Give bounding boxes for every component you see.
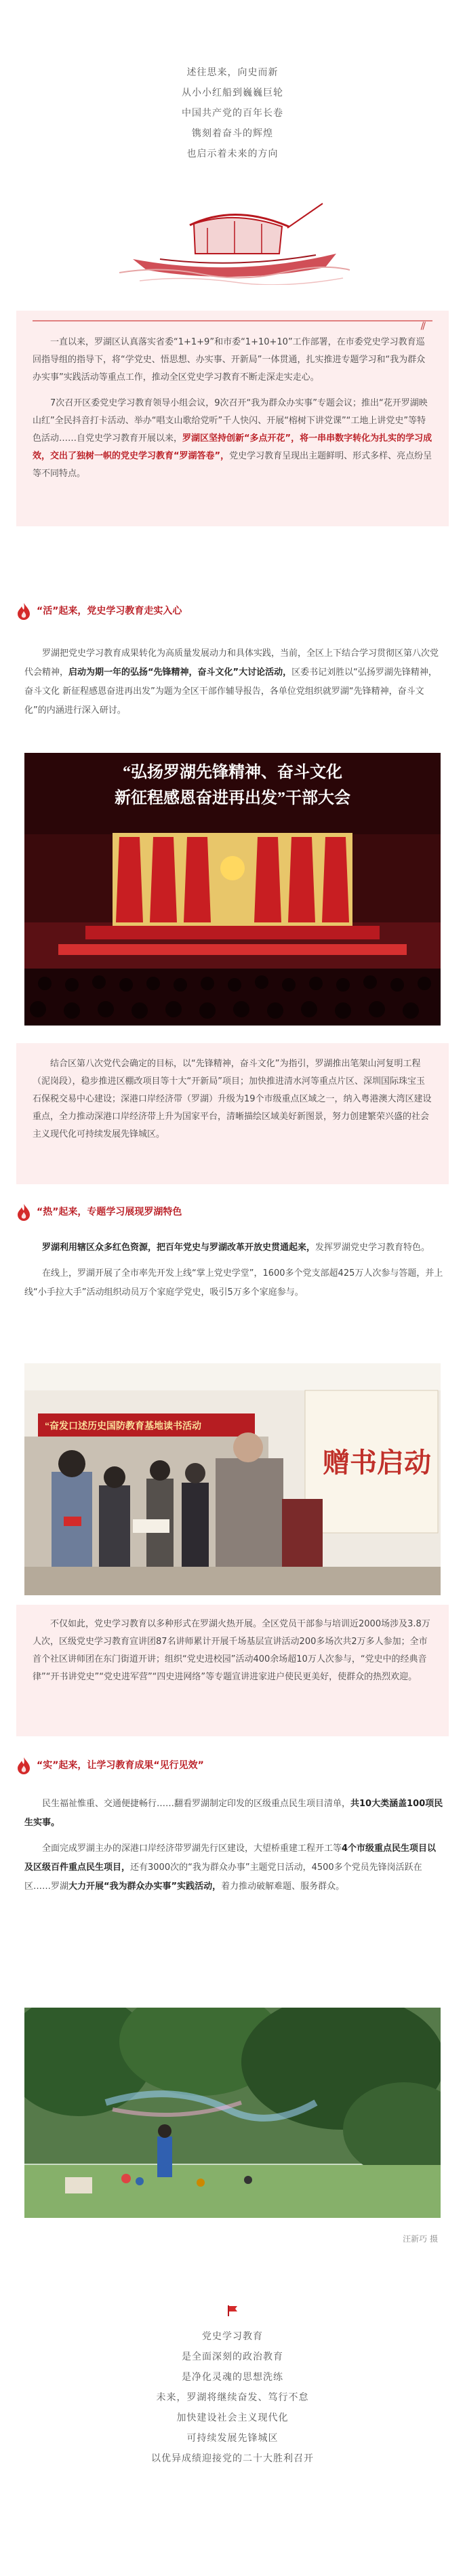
paragraph-highlight: 启动为期一年的弘扬“先锋精神，奋斗文化”大讨论活动， [68, 667, 292, 678]
section-title: “活”起来，党史学习教育走实入心 [37, 606, 182, 617]
paragraph-text: 发挥罗湖党史学习教育特色。 [315, 1243, 430, 1253]
poem-line: 中国共产党的百年长卷 [182, 108, 283, 119]
photo-credit: 汪新巧 摄 [403, 2234, 438, 2244]
intro-paragraph: 一直以来，罗湖区认真落实省委“1+1+9”和市委“1+10+10”工作部署，在市委党史学习教育巡回指导组的指导下，将“学党史、悟思想、办实事、开新局”一体贯通，扎实推进专题学习和“我为群众办实事”实践活动等重点工作，推动全区党史学习教育不断走深走实走心。 [33, 337, 426, 383]
section2-paragraph [24, 1238, 445, 1257]
decorative-rule [33, 320, 432, 321]
conference-hall-photo [24, 753, 441, 1026]
intro-box [16, 311, 449, 526]
section2-intro-text [24, 1238, 445, 1309]
closing-poem [0, 2326, 465, 2469]
paragraph-text-tail: 区委书记刘胜以“弘扬罗湖先锋精神，奋斗文化 新征程感恩奋进再出发”为题为全区干部作辅导报告，各单位党组织就罗湖“先锋精神，奋斗文化”的内涵进行深入研讨。 [24, 667, 437, 716]
section3-paragraph-b [24, 1839, 445, 1896]
closing-line: 可持续发展先锋城区 [186, 2433, 279, 2444]
summary-paragraph: 结合区第八次党代会确定的目标，以“先锋精神，奋斗文化”为指引，罗湖推出笔架山河复明工程（泥岗段），稳步推进区棚改项目等十大“开新局”项目；加快推进清水河等重点片区、深圳国际珠宝玉石保税交易中心建设；深港口岸经济带（罗湖）升级为19个市级重点区域之一，纳入粤港澳大湾区建设重点，全力推动深港口岸经济带上升为国家平台，清晰描绘区域美好新图景，努力创建繁荣兴盛的社会主义现代化可持续发展先锋城区。 [33, 1059, 432, 1139]
section-header-3 [16, 1754, 450, 1777]
paragraph-highlight-2: 大力开展“我为群众办实事”实践活动， [68, 1881, 222, 1892]
closing-line: 党史学习教育 [202, 2331, 263, 2342]
section1-paragraph [24, 644, 445, 720]
summary-paragraph: 不仅如此，党史学习教育以多种形式在罗湖火热开展。全区党员干部参与培训近2000场涉及3.8万人次，区级党史学习教育宣讲团87名讲师累计开展千场基层宣讲活动200多场次共2万多人参加；全市首个社区讲师团在东门街道开讲；组织“党史进校园”活动400余场超10万人次参与，“党史中的经典音律”“开书讲党史”“党史进军营”“四史进网络”等专题宣讲进家进户使民更美好，使群众的热烈欢迎。 [33, 1619, 430, 1682]
paragraph-highlight: 4个市级重点民生项目以及区级百件重点民生项目， [24, 1843, 437, 1873]
section1-intro-text [24, 644, 445, 727]
section-header-1 [16, 600, 450, 623]
closing-line: 是全面深刻的政治教育 [182, 2351, 283, 2362]
section-title: “实”起来，让学习教育成果“见行见效” [37, 1760, 204, 1771]
section2-paragraph-b: 在线上，罗湖开展了全市率先开发上线“掌上党史学堂”，1600多个党支部超425万人次参与答题，并上线“小手拉大手”活动组织动员万个家庭学党史，吸引5万多个家庭参与。 [24, 1268, 443, 1297]
closing-line: 以优异成绩迎接党的二十大胜利召开 [151, 2453, 314, 2464]
red-boat-illustration [119, 183, 350, 285]
section3-intro-text [24, 1795, 445, 1903]
paragraph-highlight: 共10大类涵盖100项民生实事。 [24, 1799, 443, 1828]
intro-text: 7次召开区委党史学习教育领导小组会议，9次召开“我为群众办实事”专题会议；推出“花开罗湖映山红”全民抖音打卡活动、举办“唱支山歌给党听”千人快闪、开展“榕树下讲党课”“工地上讲党史”等特色活动……自党史学习教育开展以来， [33, 398, 428, 444]
poem-line: 述往思来，向史而新 [186, 67, 279, 78]
flame-icon [16, 1203, 31, 1221]
poem-line: 从小小红船到巍巍巨轮 [182, 87, 283, 98]
slash-ornament: // [420, 321, 424, 332]
photo-banner-line1: “弘扬罗湖先锋精神、奋斗文化 [123, 764, 342, 781]
intro-text-tail: 党史学习教育呈现出主题鲜明、形式多样、亮点纷呈等不同特点。 [33, 451, 432, 479]
opening-poem [0, 62, 465, 164]
photo-sign-text: 赠书启动 [323, 1447, 431, 1478]
closing-line: 是净化灵魂的思想洗练 [182, 2372, 283, 2383]
flag-icon [226, 2305, 239, 2317]
paragraph-text-mid: 还有3000次的“我为群众办事”主题党日活动，4500多个党员先锋岗活跃在区……罗湖 [24, 1862, 422, 1892]
paragraph-text-tail: 着力推动破解难题、服务群众。 [221, 1881, 345, 1892]
paragraph-text: 民生福祉惟重、交通便捷畅行……翻看罗湖制定印发的区级重点民生项目清单， [42, 1799, 351, 1809]
paragraph-text: 罗湖把党史学习教育成果转化为高质量发展动力和具体实践，当前，全区上下结合学习贯彻区第八次党代会精神， [24, 648, 439, 678]
poem-line: 也启示着未来的方向 [186, 149, 279, 159]
section3-paragraph [24, 1795, 445, 1833]
paragraph-text: 全面完成罗湖主办的深港口岸经济带罗湖先行区建设，大望桥重建工程开工等 [42, 1843, 342, 1854]
poem-line: 镌刻着奋斗的辉煌 [192, 128, 273, 139]
paragraph-highlight: 罗湖利用辖区众多红色资源，把百年党史与罗湖改革开放史贯通起来， [42, 1243, 316, 1253]
closing-line: 加快建设社会主义现代化 [176, 2413, 289, 2423]
photo-banner-text: “奋发口述历史国防教育基地读书活动 [45, 1420, 201, 1431]
intro-paragraph-2 [33, 395, 432, 483]
book-donation-photo [24, 1363, 441, 1595]
park-bubbles-photo [24, 2008, 441, 2218]
section-title: “热”起来，专题学习展现罗湖特色 [37, 1207, 182, 1217]
closing-line: 未来，罗湖将继续奋发、笃行不怠 [156, 2392, 309, 2403]
photo-banner-line2: 新征程感恩奋进再出发”干部大会 [115, 789, 350, 807]
flame-icon [16, 1757, 31, 1774]
section1-summary-box [16, 1043, 449, 1184]
flame-icon [16, 602, 31, 620]
intro-highlight: 罗湖区坚持创新“多点开花”，将一串串数字转化为扎实的学习成效，交出了独树一帜的党史学习教育“罗湖答卷”， [33, 433, 432, 461]
section2-summary-box [16, 1605, 449, 1736]
section-header-2 [16, 1201, 450, 1224]
